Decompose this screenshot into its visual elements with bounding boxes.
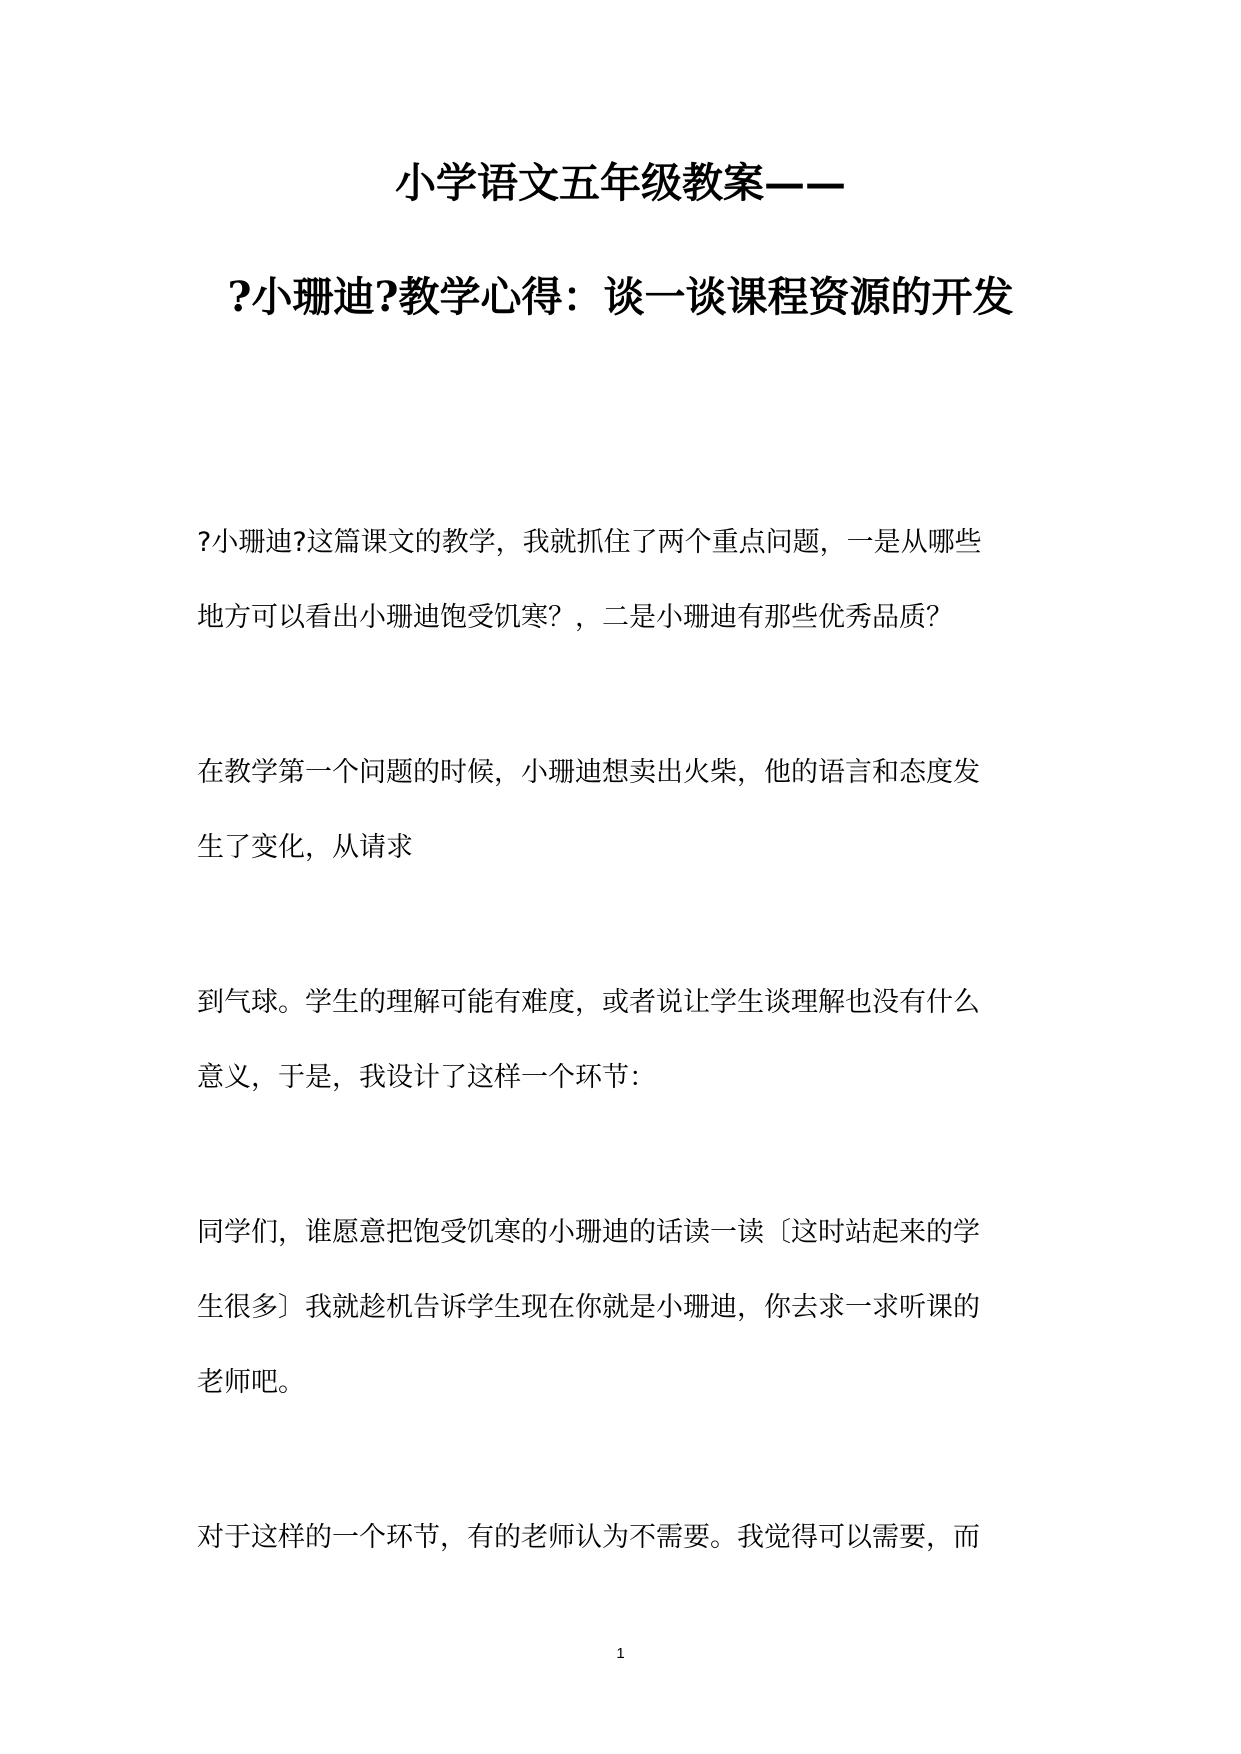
body-text-line: 同学们，谁愿意把饱受饥寒的小珊迪的话读一读〔这时站起来的学	[197, 1217, 980, 1248]
body-text-line: 到气球。学生的理解可能有难度，或者说让学生谈理解也没有什么	[197, 987, 980, 1018]
document-title-line-1: 小学语文五年级教案——	[395, 159, 846, 207]
body-text-line: 生很多〕我就趁机告诉学生现在你就是小珊迪，你去求一求听课的	[197, 1292, 980, 1323]
body-text-line: ?小珊迪?这篇课文的教学，我就抓住了两个重点问题，一是从哪些	[197, 527, 982, 558]
page-number: 1	[616, 1645, 625, 1662]
body-text-line: 地方可以看出小珊迪饱受饥寒？，二是小珊迪有那些优秀品质？	[197, 602, 953, 633]
body-text-line: 生了变化，从请求	[197, 832, 413, 863]
body-text-line: 在教学第一个问题的时候，小珊迪想卖出火柴，他的语言和态度发	[197, 757, 980, 788]
body-text-line: 老师吧。	[197, 1367, 305, 1398]
body-text-line: 意义，于是，我设计了这样一个环节：	[197, 1062, 656, 1093]
document-title-line-2: ?小珊迪?教学心得：谈一谈课程资源的开发	[227, 273, 1014, 321]
body-text-line: 对于这样的一个环节，有的老师认为不需要。我觉得可以需要，而	[197, 1522, 980, 1553]
